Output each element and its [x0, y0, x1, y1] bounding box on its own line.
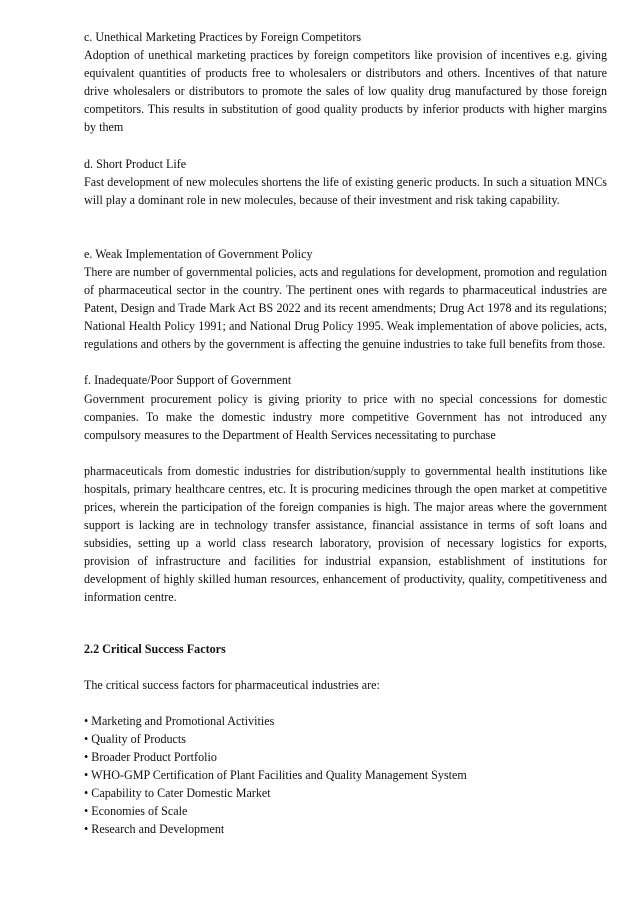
spacer: [84, 607, 607, 640]
document-page: [84, 28, 607, 838]
bullet-glyph: •: [84, 786, 89, 801]
section-f-heading: f. Inadequate/Poor Support of Government: [84, 373, 292, 388]
list-item: [84, 712, 607, 730]
bullet-glyph: •: [84, 713, 89, 728]
section-e-heading: e. Weak Implementation of Government Policy: [84, 246, 313, 261]
csf-list: [84, 712, 607, 839]
spacer: [84, 209, 607, 245]
list-item: [84, 820, 607, 838]
list-item-text: Capability to Cater Domestic Market: [91, 786, 271, 801]
spacer: [84, 137, 607, 155]
csf-heading: 2.2 Critical Success Factors: [84, 641, 226, 656]
list-item: [84, 784, 607, 802]
bullet-glyph: •: [84, 804, 89, 819]
bullet-glyph: •: [84, 749, 89, 764]
section-c-body: Adoption of unethical marketing practices by foreign competitors like provision of incentives e.g. giving equivalent quantities of products free to wholesalers or distributors and others. Incentives of that nature drive wholesalers or distributors to promote the sales of low quality drug manufactured by those foreign competitors. This results in substitution of good quality products by inferior products with higher margins by them: [84, 48, 607, 135]
section-c-heading: c. Unethical Marketing Practices by Foreign Competitors: [84, 30, 362, 44]
list-item: [84, 730, 607, 748]
spacer: [84, 353, 607, 371]
list-item-text: Broader Product Portfolio: [91, 749, 217, 764]
bullet-glyph: •: [84, 768, 89, 782]
list-item-text: Marketing and Promotional Activities: [91, 713, 275, 728]
list-item-text: Quality of Products: [91, 731, 186, 746]
bullet-glyph: •: [84, 822, 89, 837]
bullet-glyph: •: [84, 731, 89, 746]
list-item-text: Research and Development: [91, 822, 225, 837]
spacer: [84, 444, 607, 462]
section-d-body: Fast development of new molecules shortens the life of existing generic products. In such a situation MNCs will play a dominant role in new molecules, because of their investment and risk taking capability.: [84, 174, 607, 207]
list-item: [84, 802, 607, 820]
list-item-text: Economies of Scale: [91, 804, 188, 819]
section-f-body: Government procurement policy is giving priority to price with no special concessions for domestic companies. To make the domestic industry more competitive Government has not introduced any compulsory measures to the Department of Health Services necessitating to purchase: [84, 391, 607, 442]
section-d-heading: d. Short Product Life: [84, 156, 187, 171]
list-item: [84, 766, 607, 784]
list-item: [84, 748, 607, 766]
spacer: [84, 658, 607, 676]
list-item-text: WHO-GMP Certification of Plant Facilities and Quality Management System: [91, 768, 467, 782]
section-f-continuation: pharmaceuticals from domestic industries for distribution/supply to governmental health institutions like hospitals, primary healthcare centres, etc. It is procuring medicines through the open market at competitive prices, wherein the participation of the foreign companies is high. The major areas where the government support is lacking are in technology transfer assistance, financial assistance in terms of soft loans and subsidies, setting up a world class research laboratory, provision of necessary logistics for exports, provision of infrastructure and facilities for industrial expansion, establishment of institutions for development of highly skilled human resources, enhancement of productivity, quality, competitiveness and information centre.: [84, 463, 607, 605]
section-e-body: There are number of governmental policies, acts and regulations for development, promotion and regulation of pharmaceutical sector in the country. The pertinent ones with regards to pharmaceutical industries are Patent, Design and Trade Mark Act BS 2022 and its recent amendments; Drug Act 1978 and its regulations; National Health Policy 1991; and National Drug Policy 1995. Weak implementation of above policies, acts, regulations and others by the government is affecting the genuine industries to take full benefits from those.: [84, 264, 607, 352]
csf-intro: The critical success factors for pharmaceutical industries are:: [84, 677, 380, 692]
spacer: [84, 694, 607, 712]
